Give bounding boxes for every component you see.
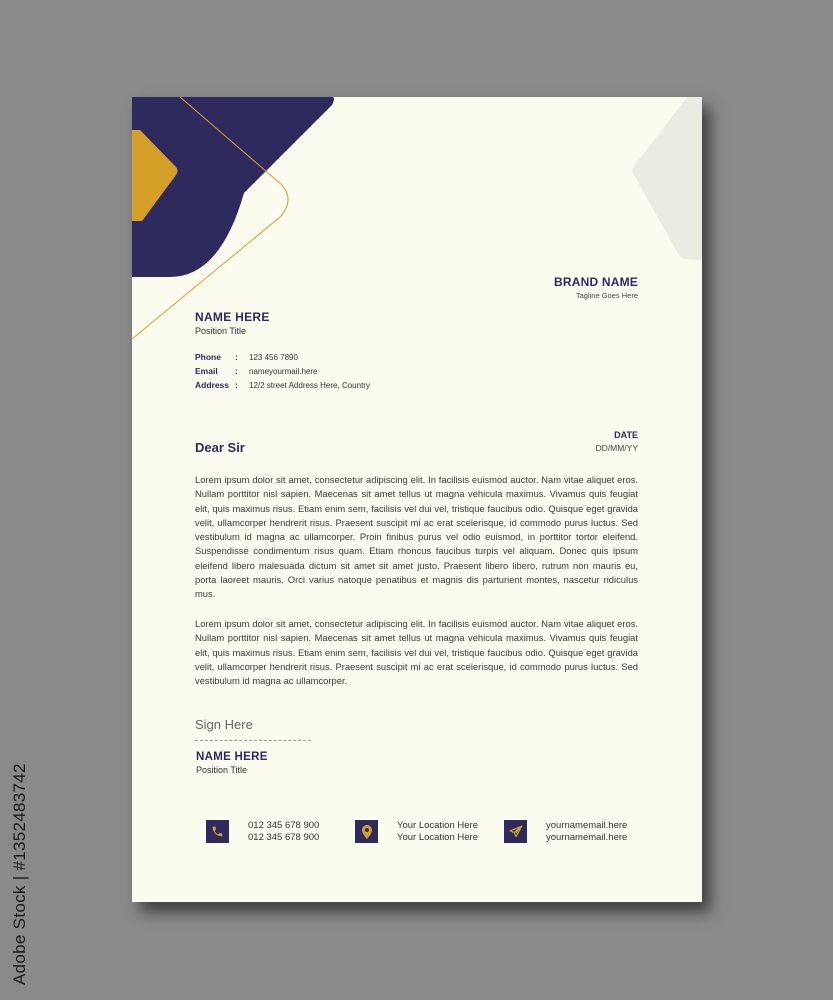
brand-tagline: Tagline Goes Here [575,291,638,300]
date-label: DATE [614,430,638,440]
contact-value: 123 456 7890 [249,352,298,362]
footer-email [504,820,627,843]
signature-name: NAME HERE [196,751,268,763]
contact-value: 12/2 street Address Here, Country [249,380,370,390]
watermark-side-text: Adobe Stock | #1352483742 [10,763,29,985]
contact-row-phone: Phone : 123 456 7890 [195,352,298,362]
contact-row-email: Email : nameyourmail.here [195,366,318,376]
body-paragraph-1: Lorem ipsum dolor sit amet, consectetur adipiscing elit. In facilisis euismod auctor. Nam vitae aliquet eros. Nullam porttitor nisl sapien. Maecenas sit amet tellus ut magna vehicula maximus. Vivamus quis feugiat elit, quis maximus risus. Etiam enim sem, facilisis vel dui vel, tristique faucibus odio. Quisque eget gravida velit, ullamcorper hendrerit risus. Praesent suscipit mi ac erat scelerisque, id commodo purus luctus. Sed vestibulum id magna ac ullamcorper. Proin finibus purus vel odio euismod, in porttitor tortor eleifend. Suspendisse condimentum risus quam. Etiam rhoncus faucibus turpis vel aliquam. Donec quis ipsum eleifend libero malesuada dictum sit amet sit amet justo. Praesent libero libero, rutrum non mauris eu, porta laoreet mauris. Orci varius natoque penatibus et magnis dis parturient montes, nascetur ridiculus mus. [195,474,638,600]
body-paragraph-2: Lorem ipsum dolor sit amet, consectetur adipiscing elit. In facilisis euismod auctor. Nam vitae aliquet eros. Nullam porttitor nisl sapien. Maecenas sit amet tellus ut magna vehicula maximus. Vivamus quis feugiat elit, quis maximus risus. Etiam enim sem, facilisis vel dui vel, tristique faucibus odio. Quisque eget gravida velit, ullamcorper hendrerit risus. Praesent suscipit mi ac erat scelerisque, id commodo purus luctus. Sed vestibulum id magna ac ullamcorper. [195,618,638,687]
footer-phone [206,820,319,843]
signature-block [196,751,268,775]
footer-phone-line2: 012 345 678 900 [248,831,320,843]
contact-label: Address [195,380,230,390]
salutation: Dear Sir [195,440,245,455]
sender-position: Position Title [195,326,247,336]
paper-plane-icon [504,820,527,843]
contact-row-address: Address : 12/2 street Address Here, Country [195,380,370,390]
contact-label: Email [195,366,218,376]
contact-label: Phone [195,352,221,362]
footer-location-line2: Your Location Here [397,831,478,843]
sender-name: NAME HERE [195,310,270,324]
grey-corner-shape [633,97,703,260]
letterhead-page [132,97,702,902]
date-value: DD/MM/YY [595,443,638,453]
footer-email-line2: yournamemail.here [546,831,628,843]
sender-block [195,310,270,336]
footer-location [355,820,478,843]
phone-icon [206,820,229,843]
contact-block [195,350,370,392]
footer-phone-line1: 012 345 678 900 [248,820,320,831]
date-block [596,430,639,453]
brand-block [554,275,638,300]
location-pin-icon [355,820,378,843]
footer-location-line1: Your Location Here [397,820,478,831]
signature-position: Position Title [196,765,248,775]
footer-email-line1: yournamemail.here [546,820,628,831]
contact-value: nameyourmail.here [249,366,318,376]
brand-name: BRAND NAME [554,275,638,289]
signature-line [195,740,311,741]
sign-here-label: Sign Here [195,717,253,732]
